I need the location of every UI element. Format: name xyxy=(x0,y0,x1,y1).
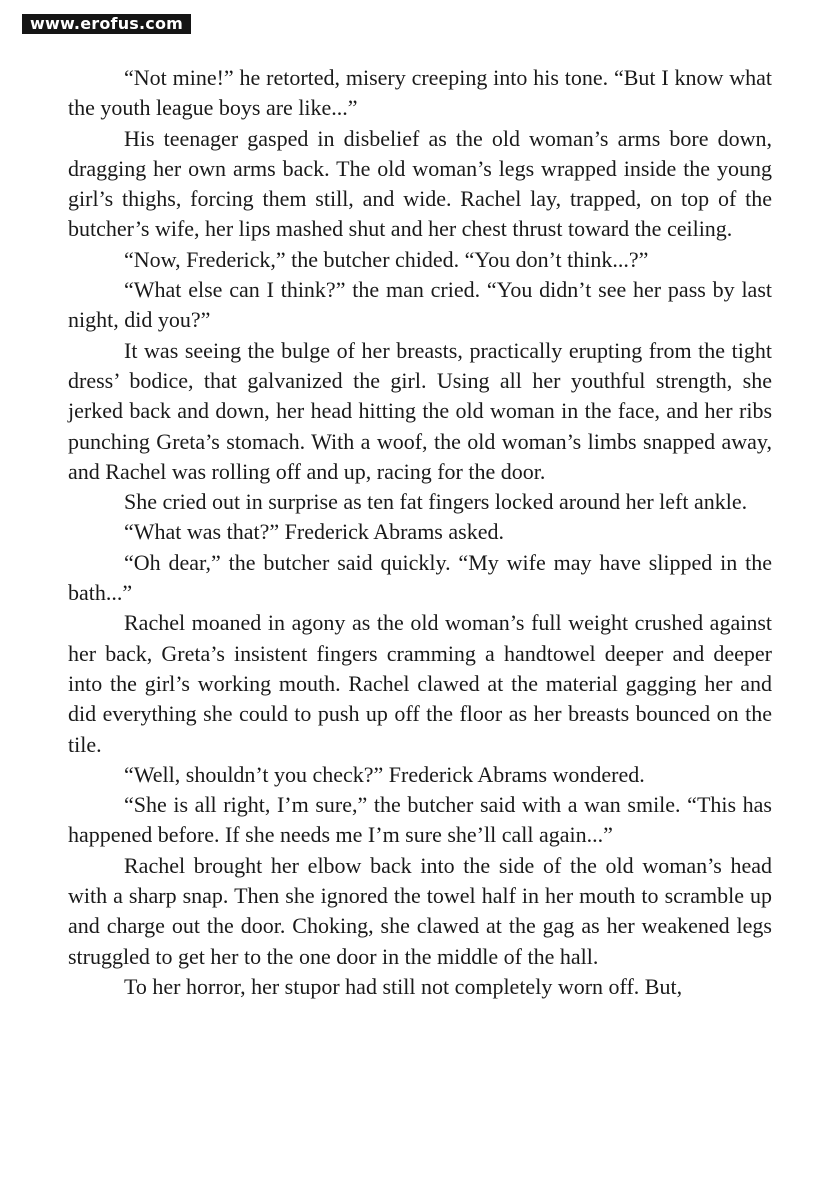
paragraph: Rachel brought her elbow back into the side of the old woman’s head with a sharp snap. Then she ignored the towel half in her mouth to scramble up and charge out the door. Choking, she clawed at the gag as her weakened legs struggled to get her to the one door in the middle of the hall. xyxy=(68,852,772,969)
paragraph: “Now, Frederick,” the butcher chided. “You don’t think...?” xyxy=(124,246,649,272)
paragraph: “Not mine!” he retorted, misery creeping into his tone. “But I know what the youth league boys are like...” xyxy=(68,65,772,121)
paragraph: His teenager gasped in disbelief as the old woman’s arms bore down, dragging her own arms back. The old woman’s legs wrapped inside the young girl’s thighs, forcing them still, and wide. Rachel lay, trapped, on top of the butcher’s wife, her lips mashed shut and her chest thrust toward the ceiling. xyxy=(68,125,772,242)
paragraph: It was seeing the bulge of her breasts, practically erupting from the tight dress’ bodice, that galvanized the girl. Using all her youthful strength, she jerked back and down, her head hitting the old woman in the face, and her ribs punching Greta’s stomach. With a woof, the old woman’s limbs snapped away, and Rachel was rolling off and up, racing for the door. xyxy=(68,337,772,484)
paragraph: “What else can I think?” the man cried. “You didn’t see her pass by last night, did you?” xyxy=(68,277,772,333)
paragraph: To her horror, her stupor had still not completely worn off. But, xyxy=(124,973,683,999)
paragraph: “She is all right, I’m sure,” the butcher said with a wan smile. “This has happened before. If she needs me I’m sure she’ll call again...” xyxy=(68,792,772,848)
paragraph: She cried out in surprise as ten fat fingers locked around her left ankle. xyxy=(124,489,748,515)
watermark: www.erofus.com xyxy=(22,14,191,34)
page-text-body xyxy=(68,63,772,1002)
paragraph: “What was that?” Frederick Abrams asked. xyxy=(124,519,504,545)
paragraph: “Oh dear,” the butcher said quickly. “My wife may have slipped in the bath...” xyxy=(68,549,772,606)
paragraph: Rachel moaned in agony as the old woman’s full weight crushed against her back, Greta’s insistent fingers cramming a handtowel deeper and deeper into the girl’s working mouth. Rachel clawed at the material gagging her and did everything she could to push up off the floor as her breasts bounced on the tile. xyxy=(68,610,772,757)
paragraph: “Well, shouldn’t you check?” Frederick Abrams wondered. xyxy=(124,761,645,787)
